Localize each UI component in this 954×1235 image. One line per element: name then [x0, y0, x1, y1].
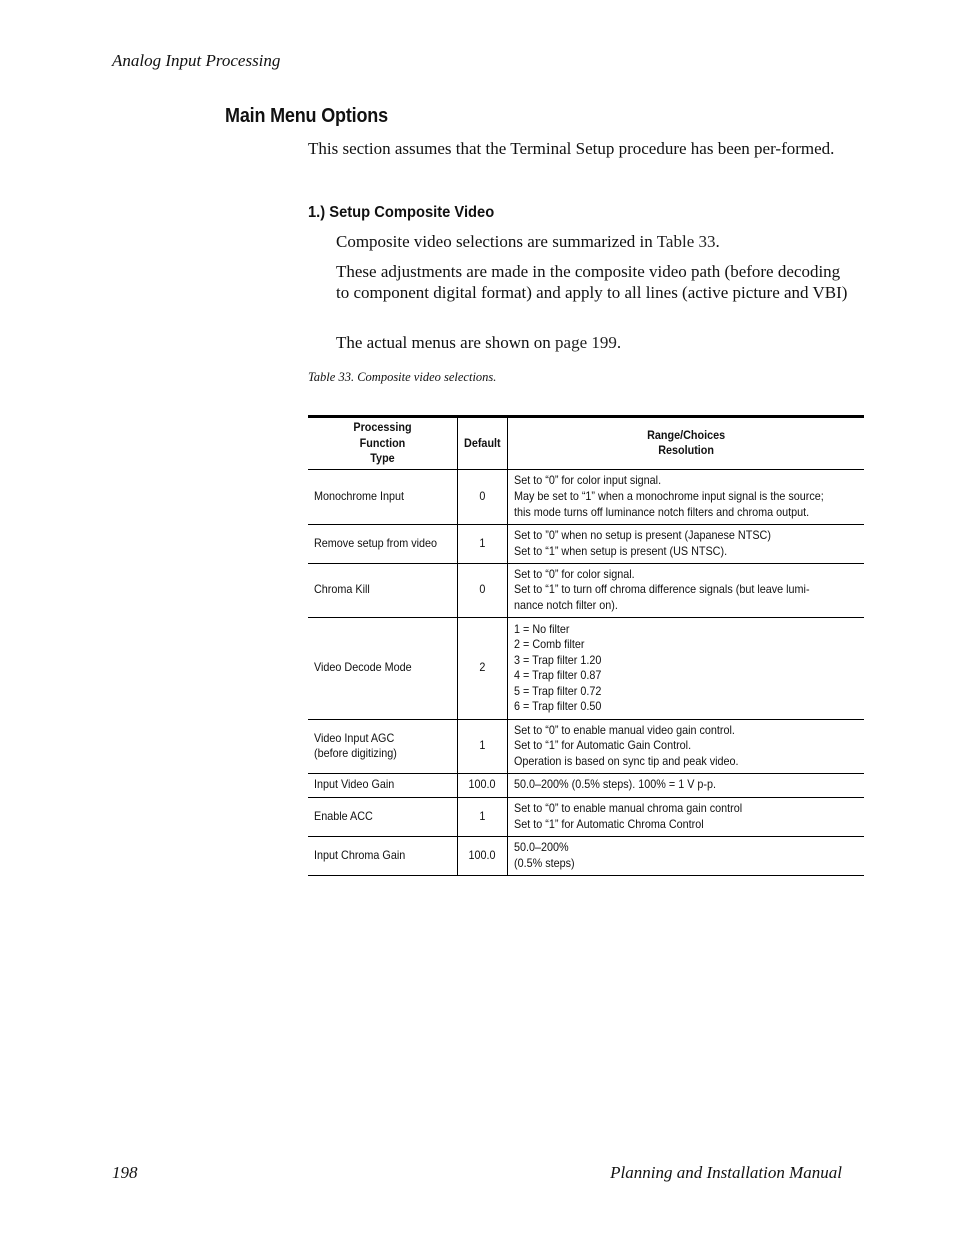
default-cell: 2: [457, 617, 507, 719]
menus-paragraph: The actual menus are shown on page 199.: [336, 333, 622, 352]
default-cell: 100.0: [457, 836, 507, 875]
choices-cell: Set to “0” for color input signal. May be set to “1” when a monochrome input signal is the source; this mode turns off luminance notch filters and chroma output.: [507, 469, 864, 524]
function-cell: Chroma Kill: [308, 563, 457, 617]
composite-video-table: [308, 415, 864, 876]
header-range-choices: Range/Choices Resolution: [507, 417, 864, 470]
subsection-title: 1.) Setup Composite Video: [308, 204, 495, 221]
header-processing-function-type: Processing Function Type: [308, 417, 457, 470]
function-cell: Input Chroma Gain: [308, 836, 457, 875]
table-row: [308, 617, 864, 719]
choices-cell: 50.0–200% (0.5% steps): [507, 836, 864, 875]
default-cell: 0: [457, 469, 507, 524]
section-title: Main Menu Options: [225, 105, 388, 127]
table-row: [308, 719, 864, 773]
function-cell: Monochrome Input: [308, 469, 457, 524]
table-header-row: [308, 417, 864, 470]
function-cell: Video Input AGC (before digitizing): [308, 719, 457, 773]
adjustments-paragraph: These adjustments are made in the composite video path (before decoding to component digital format) and apply to all lines (active picture and VBI): [336, 262, 848, 302]
default-cell: 1: [457, 797, 507, 836]
running-head: Analog Input Processing: [112, 51, 281, 70]
choices-cell: Set to “0” to enable manual chroma gain control Set to “1” for Automatic Chroma Control: [507, 797, 864, 836]
page-199-link[interactable]: page 199: [555, 333, 617, 352]
choices-cell: Set to “0” for color signal. Set to “1” to turn off chroma difference signals (but leave lumi- nance notch filter on).: [507, 563, 864, 617]
table-body: [308, 469, 864, 875]
table-row: [308, 524, 864, 563]
choices-cell: 1 = No filter 2 = Comb filter 3 = Trap filter 1.20 4 = Trap filter 0.87 5 = Trap filter 0.72 6 = Trap filter 0.50: [507, 617, 864, 719]
function-cell: Remove setup from video: [308, 524, 457, 563]
table-row: [308, 469, 864, 524]
choices-cell: Set to ”0” when no setup is present (Japanese NTSC) Set to “1” when setup is present (US NTSC).: [507, 524, 864, 563]
table-row: [308, 797, 864, 836]
function-cell: Input Video Gain: [308, 773, 457, 797]
page-number: 198: [112, 1163, 138, 1182]
table-row: [308, 836, 864, 875]
choices-cell: Set to “0” to enable manual video gain control. Set to “1” for Automatic Gain Control. Operation is based on sync tip and peak video.: [507, 719, 864, 773]
function-cell: Video Decode Mode: [308, 617, 457, 719]
footer-title: Planning and Installation Manual: [610, 1163, 842, 1182]
summary-paragraph: Composite video selections are summarized in Table 33.: [336, 232, 720, 251]
choices-cell: 50.0–200% (0.5% steps). 100% = 1 V p-p.: [507, 773, 864, 797]
table-caption: Table 33. Composite video selections.: [308, 370, 497, 384]
default-cell: 1: [457, 524, 507, 563]
default-cell: 0: [457, 563, 507, 617]
table-row: [308, 773, 864, 797]
table-row: [308, 563, 864, 617]
intro-paragraph: This section assumes that the Terminal Setup procedure has been per-formed.: [308, 139, 835, 158]
default-cell: 100.0: [457, 773, 507, 797]
function-cell: Enable ACC: [308, 797, 457, 836]
default-cell: 1: [457, 719, 507, 773]
header-default: Default: [457, 417, 507, 470]
table-33-link[interactable]: Table 33: [656, 232, 716, 251]
